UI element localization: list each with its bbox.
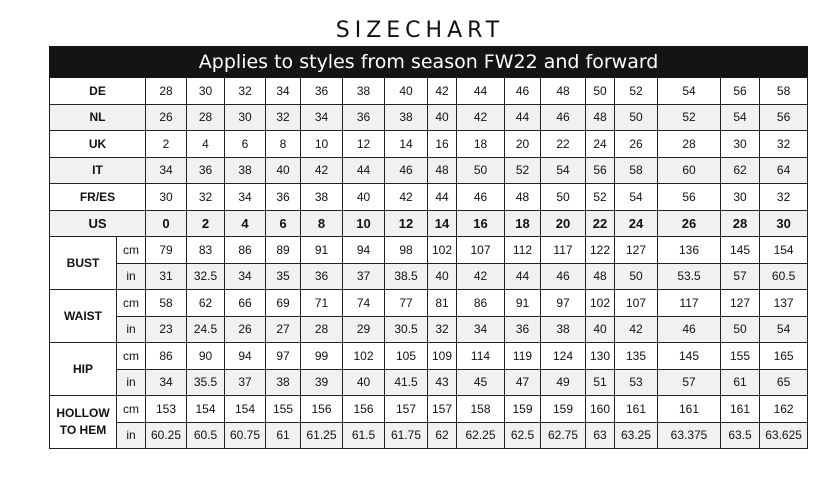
size-cell: 30	[760, 210, 808, 237]
size-cell: 16	[428, 131, 457, 158]
measurement-cell: 145	[658, 343, 721, 370]
measurement-cell: 145	[721, 237, 760, 264]
size-cell: 38	[343, 78, 385, 105]
measurement-cell: 155	[721, 343, 760, 370]
size-cell: 48	[505, 184, 541, 211]
measurement-cell: 162	[760, 396, 808, 423]
size-cell: 30	[146, 184, 187, 211]
unit-label: cm	[117, 396, 146, 423]
measurement-cell: 102	[428, 237, 457, 264]
measurement-cell: 35	[266, 263, 301, 290]
measurement-cell: 46	[541, 263, 586, 290]
size-cell: 2	[187, 210, 225, 237]
size-cell: 10	[301, 131, 343, 158]
measurement-cell: 61.25	[301, 422, 343, 449]
size-cell: 4	[187, 131, 225, 158]
measurement-cell: 29	[343, 316, 385, 343]
size-cell: 62	[721, 157, 760, 184]
size-cell: 32	[760, 131, 808, 158]
measurement-cell: 41.5	[385, 369, 428, 396]
measurement-cell: 119	[505, 343, 541, 370]
measurement-label	[50, 290, 117, 343]
size-cell: 42	[301, 157, 343, 184]
measurement-cell: 63.375	[658, 422, 721, 449]
measurement-cell: 107	[615, 290, 658, 317]
size-cell: 16	[457, 210, 505, 237]
size-cell: 4	[225, 210, 266, 237]
measurement-cell: 51	[586, 369, 615, 396]
measurement-cell: 112	[505, 237, 541, 264]
size-cell: 6	[266, 210, 301, 237]
size-cell: 36	[187, 157, 225, 184]
measurement-label	[50, 237, 117, 290]
size-cell: 52	[658, 104, 721, 131]
measurement-cell: 117	[658, 290, 721, 317]
measurement-cell: 30.5	[385, 316, 428, 343]
measurement-cell: 102	[586, 290, 615, 317]
measurement-cell: 36	[505, 316, 541, 343]
measurement-cell: 154	[225, 396, 266, 423]
measurement-cell: 58	[146, 290, 187, 317]
measurement-cell: 136	[658, 237, 721, 264]
season-banner: Applies to styles from season FW22 and forward	[50, 47, 808, 78]
size-cell: 12	[343, 131, 385, 158]
size-cell: 26	[615, 131, 658, 158]
measurement-cell: 122	[586, 237, 615, 264]
measurement-cell: 107	[457, 237, 505, 264]
size-cell: 46	[505, 78, 541, 105]
measurement-cell: 40	[586, 316, 615, 343]
measurement-cell: 98	[385, 237, 428, 264]
measurement-cell: 53.5	[658, 263, 721, 290]
measurement-cell: 47	[505, 369, 541, 396]
measurement-cell: 155	[266, 396, 301, 423]
size-cell: 54	[658, 78, 721, 105]
size-cell: 44	[505, 104, 541, 131]
measurement-cell: 66	[225, 290, 266, 317]
size-cell: 28	[187, 104, 225, 131]
size-system-label: US	[50, 210, 146, 237]
measurement-cell: 86	[225, 237, 266, 264]
measurement-label-line1: HIP	[72, 361, 93, 376]
size-system-label: IT	[50, 157, 146, 184]
size-cell: 28	[658, 131, 721, 158]
measurement-cell: 54	[760, 316, 808, 343]
measurement-cell: 34	[225, 263, 266, 290]
measurement-cell: 49	[541, 369, 586, 396]
size-cell: 0	[146, 210, 187, 237]
size-cell: 8	[266, 131, 301, 158]
size-cell: 34	[225, 184, 266, 211]
size-system-label: DE	[50, 78, 146, 105]
measurement-cell: 26	[225, 316, 266, 343]
measurement-cell: 45	[457, 369, 505, 396]
unit-label: in	[117, 369, 146, 396]
measurement-cell: 38	[541, 316, 586, 343]
measurement-cell: 157	[428, 396, 457, 423]
measurement-cell: 27	[266, 316, 301, 343]
measurement-cell: 60.75	[225, 422, 266, 449]
unit-label: cm	[117, 237, 146, 264]
measurement-cell: 50	[615, 263, 658, 290]
measurement-cell: 65	[760, 369, 808, 396]
measurement-cell: 57	[721, 263, 760, 290]
size-cell: 32	[760, 184, 808, 211]
size-cell: 46	[385, 157, 428, 184]
size-cell: 58	[760, 78, 808, 105]
measurement-cell: 74	[343, 290, 385, 317]
size-cell: 38	[385, 104, 428, 131]
size-cell: 36	[343, 104, 385, 131]
size-cell: 44	[428, 184, 457, 211]
size-cell: 48	[541, 78, 586, 105]
measurement-cell: 86	[146, 343, 187, 370]
size-row-fr-es	[50, 184, 808, 211]
size-cell: 26	[658, 210, 721, 237]
measurement-cell: 63	[586, 422, 615, 449]
measurement-cell: 36	[301, 263, 343, 290]
size-cell: 32	[225, 78, 266, 105]
size-cell: 18	[505, 210, 541, 237]
size-cell: 6	[225, 131, 266, 158]
size-cell: 10	[343, 210, 385, 237]
measurement-cell: 161	[658, 396, 721, 423]
measurement-cell: 69	[266, 290, 301, 317]
measurement-cell: 39	[301, 369, 343, 396]
measurement-cell: 38.5	[385, 263, 428, 290]
size-cell: 56	[721, 78, 760, 105]
measurement-cell: 159	[541, 396, 586, 423]
size-cell: 56	[760, 104, 808, 131]
measurement-cell: 71	[301, 290, 343, 317]
measurement-cell: 89	[266, 237, 301, 264]
size-cell: 60	[658, 157, 721, 184]
measurement-cell: 160	[586, 396, 615, 423]
size-cell: 40	[428, 104, 457, 131]
page-title: SIZECHART	[335, 18, 505, 43]
measurement-cell: 61	[266, 422, 301, 449]
measurement-cell: 61.75	[385, 422, 428, 449]
size-row-uk	[50, 131, 808, 158]
size-cell: 56	[586, 157, 615, 184]
measurement-cell: 109	[428, 343, 457, 370]
measurement-label-line1: BUST	[66, 255, 100, 270]
measurement-cell: 63.625	[760, 422, 808, 449]
size-cell: 24	[615, 210, 658, 237]
size-cell: 52	[615, 78, 658, 105]
measurement-row-waist-cm	[50, 290, 808, 317]
size-cell: 50	[541, 184, 586, 211]
size-cell: 64	[760, 157, 808, 184]
measurement-row-bust-cm	[50, 237, 808, 264]
measurement-cell: 43	[428, 369, 457, 396]
measurement-cell: 81	[428, 290, 457, 317]
measurement-cell: 137	[760, 290, 808, 317]
size-cell: 20	[505, 131, 541, 158]
measurement-cell: 24.5	[187, 316, 225, 343]
measurement-cell: 102	[343, 343, 385, 370]
measurement-label-line1: WAIST	[64, 308, 102, 323]
measurement-cell: 79	[146, 237, 187, 264]
measurement-row-bust-in	[50, 263, 808, 290]
measurement-cell: 99	[301, 343, 343, 370]
measurement-cell: 159	[505, 396, 541, 423]
measurement-cell: 91	[301, 237, 343, 264]
size-cell: 42	[457, 104, 505, 131]
size-cell: 32	[266, 104, 301, 131]
measurement-cell: 42	[615, 316, 658, 343]
size-cell: 34	[266, 78, 301, 105]
size-cell: 44	[343, 157, 385, 184]
size-cell: 38	[225, 157, 266, 184]
size-cell: 24	[586, 131, 615, 158]
measurement-row-hip-cm	[50, 343, 808, 370]
size-cell: 40	[266, 157, 301, 184]
measurement-cell: 62.25	[457, 422, 505, 449]
size-row-de	[50, 78, 808, 105]
measurement-cell: 63.5	[721, 422, 760, 449]
size-cell: 40	[385, 78, 428, 105]
measurement-cell: 86	[457, 290, 505, 317]
measurement-row-hollow-in	[50, 422, 808, 449]
measurement-cell: 37	[343, 263, 385, 290]
measurement-cell: 156	[301, 396, 343, 423]
size-cell: 8	[301, 210, 343, 237]
size-cell: 28	[721, 210, 760, 237]
measurement-row-hollow-cm	[50, 396, 808, 423]
measurement-cell: 60.5	[187, 422, 225, 449]
size-cell: 54	[615, 184, 658, 211]
size-cell: 50	[615, 104, 658, 131]
size-cell: 20	[541, 210, 586, 237]
measurement-cell: 117	[541, 237, 586, 264]
size-cell: 34	[301, 104, 343, 131]
measurement-cell: 153	[146, 396, 187, 423]
size-chart-table	[49, 46, 808, 449]
unit-label: cm	[117, 343, 146, 370]
measurement-cell: 91	[505, 290, 541, 317]
size-cell: 58	[615, 157, 658, 184]
measurement-cell: 127	[615, 237, 658, 264]
unit-label: cm	[117, 290, 146, 317]
size-cell: 46	[457, 184, 505, 211]
size-cell: 38	[301, 184, 343, 211]
measurement-row-hip-in	[50, 369, 808, 396]
measurement-label	[50, 343, 117, 396]
measurement-cell: 63.25	[615, 422, 658, 449]
measurement-cell: 114	[457, 343, 505, 370]
measurement-cell: 165	[760, 343, 808, 370]
size-cell: 18	[457, 131, 505, 158]
size-system-label: UK	[50, 131, 146, 158]
measurement-label-line1: HOLLOW	[56, 406, 110, 420]
size-cell: 28	[146, 78, 187, 105]
measurement-cell: 34	[457, 316, 505, 343]
measurement-cell: 28	[301, 316, 343, 343]
size-cell: 40	[343, 184, 385, 211]
measurement-cell: 23	[146, 316, 187, 343]
measurement-cell: 94	[343, 237, 385, 264]
size-row-nl	[50, 104, 808, 131]
measurement-cell: 62	[428, 422, 457, 449]
measurement-cell: 161	[721, 396, 760, 423]
size-cell: 50	[586, 78, 615, 105]
unit-label: in	[117, 263, 146, 290]
size-cell: 22	[586, 210, 615, 237]
measurement-cell: 60.25	[146, 422, 187, 449]
measurement-cell: 32	[428, 316, 457, 343]
measurement-row-waist-in	[50, 316, 808, 343]
measurement-cell: 156	[343, 396, 385, 423]
measurement-cell: 97	[266, 343, 301, 370]
measurement-cell: 130	[586, 343, 615, 370]
size-cell: 44	[457, 78, 505, 105]
measurement-cell: 61	[721, 369, 760, 396]
size-cell: 14	[428, 210, 457, 237]
unit-label: in	[117, 316, 146, 343]
size-cell: 54	[721, 104, 760, 131]
size-cell: 56	[658, 184, 721, 211]
measurement-cell: 61.5	[343, 422, 385, 449]
size-cell: 30	[721, 131, 760, 158]
measurement-cell: 42	[457, 263, 505, 290]
measurement-label-line2: TO HEM	[59, 423, 107, 437]
size-cell: 36	[266, 184, 301, 211]
measurement-cell: 60.5	[760, 263, 808, 290]
size-cell: 52	[505, 157, 541, 184]
size-cell: 14	[385, 131, 428, 158]
measurement-cell: 158	[457, 396, 505, 423]
size-cell: 30	[225, 104, 266, 131]
size-cell: 54	[541, 157, 586, 184]
measurement-cell: 154	[760, 237, 808, 264]
size-cell: 36	[301, 78, 343, 105]
measurement-cell: 105	[385, 343, 428, 370]
size-cell: 12	[385, 210, 428, 237]
measurement-cell: 40	[428, 263, 457, 290]
measurement-cell: 38	[266, 369, 301, 396]
measurement-cell: 35.5	[187, 369, 225, 396]
size-row-us	[50, 210, 808, 237]
size-cell: 2	[146, 131, 187, 158]
measurement-cell: 90	[187, 343, 225, 370]
size-cell: 52	[586, 184, 615, 211]
measurement-cell: 53	[615, 369, 658, 396]
measurement-cell: 77	[385, 290, 428, 317]
measurement-label	[50, 396, 117, 449]
size-cell: 22	[541, 131, 586, 158]
size-row-it	[50, 157, 808, 184]
size-cell: 48	[586, 104, 615, 131]
size-cell: 42	[385, 184, 428, 211]
measurement-cell: 34	[146, 369, 187, 396]
size-cell: 34	[146, 157, 187, 184]
measurement-cell: 161	[615, 396, 658, 423]
measurement-cell: 32.5	[187, 263, 225, 290]
size-cell: 46	[541, 104, 586, 131]
measurement-cell: 94	[225, 343, 266, 370]
measurement-cell: 135	[615, 343, 658, 370]
measurement-cell: 44	[505, 263, 541, 290]
size-cell: 30	[187, 78, 225, 105]
measurement-cell: 62.5	[505, 422, 541, 449]
measurement-cell: 37	[225, 369, 266, 396]
measurement-cell: 50	[721, 316, 760, 343]
measurement-cell: 154	[187, 396, 225, 423]
size-cell: 26	[146, 104, 187, 131]
unit-label: in	[117, 422, 146, 449]
measurement-cell: 124	[541, 343, 586, 370]
size-cell: 30	[721, 184, 760, 211]
measurement-cell: 62	[187, 290, 225, 317]
measurement-cell: 127	[721, 290, 760, 317]
size-cell: 50	[457, 157, 505, 184]
measurement-cell: 46	[658, 316, 721, 343]
size-system-label: NL	[50, 104, 146, 131]
size-system-label: FR/ES	[50, 184, 146, 211]
measurement-cell: 48	[586, 263, 615, 290]
measurement-cell: 157	[385, 396, 428, 423]
size-cell: 48	[428, 157, 457, 184]
size-cell: 42	[428, 78, 457, 105]
measurement-cell: 31	[146, 263, 187, 290]
size-cell: 32	[187, 184, 225, 211]
measurement-cell: 40	[343, 369, 385, 396]
measurement-cell: 97	[541, 290, 586, 317]
measurement-cell: 62.75	[541, 422, 586, 449]
measurement-cell: 57	[658, 369, 721, 396]
measurement-cell: 83	[187, 237, 225, 264]
